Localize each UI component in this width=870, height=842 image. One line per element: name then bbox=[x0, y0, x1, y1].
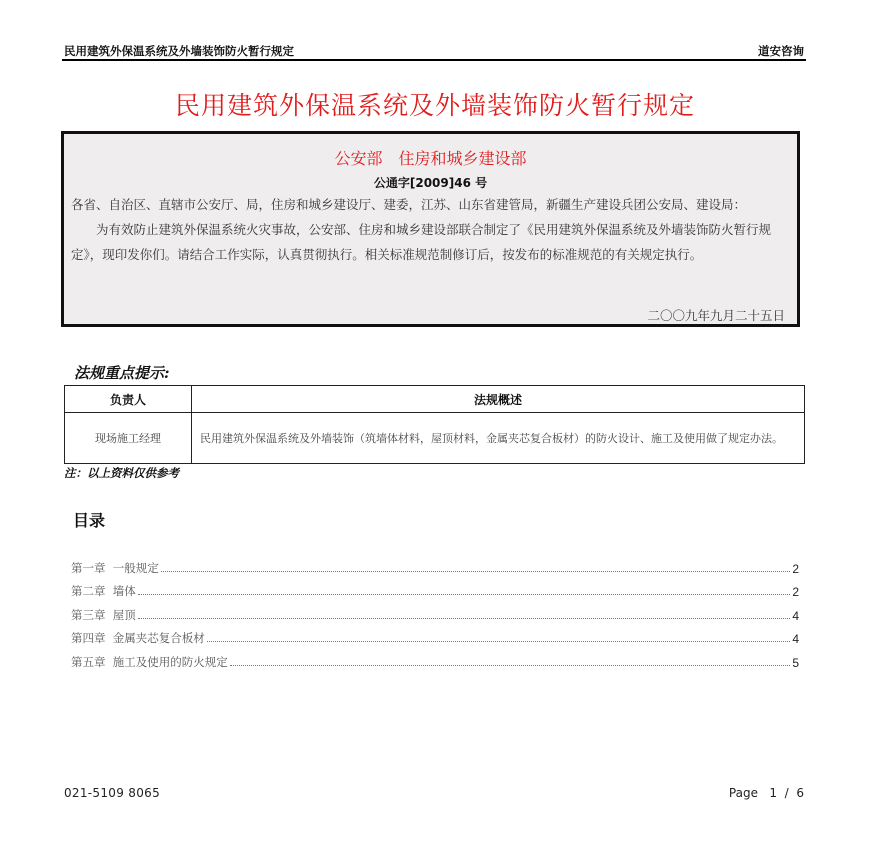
footer-phone: 021-5109 8065 bbox=[64, 786, 161, 800]
toc-item[interactable] bbox=[71, 599, 799, 623]
table-row bbox=[65, 413, 805, 464]
key-points-table bbox=[64, 385, 805, 464]
toc-item[interactable] bbox=[71, 623, 799, 647]
running-header-title: 民用建筑外保温系统及外墙装饰防火暂行规定 bbox=[64, 44, 294, 58]
document-title: 民用建筑外保温系统及外墙装饰防火暂行规定 bbox=[174, 91, 695, 120]
footer-page-number: Page 1 / 6 bbox=[728, 786, 804, 800]
toc-leader-dots bbox=[138, 594, 791, 595]
table-header-row bbox=[65, 386, 805, 413]
toc-item[interactable] bbox=[71, 552, 799, 576]
notice-body bbox=[71, 192, 790, 267]
toc-leader-dots bbox=[230, 665, 791, 666]
document-number: 公通字[2009]46 号 bbox=[373, 176, 488, 190]
running-header-company: 道安咨询 bbox=[758, 44, 804, 58]
column-header-responsible: 负责人 bbox=[65, 386, 192, 413]
cell-responsible: 现场施工经理 bbox=[65, 413, 192, 464]
toc-title: 目录 bbox=[73, 511, 106, 530]
table-of-contents bbox=[71, 552, 799, 670]
toc-item[interactable] bbox=[71, 576, 799, 600]
toc-chapter: 第二章 墙体 bbox=[71, 584, 136, 598]
toc-page-number: 2 bbox=[792, 561, 799, 576]
toc-chapter: 第五章 施工及使用的防火规定 bbox=[71, 654, 228, 669]
reference-note: 注：以上资料仅供参考 bbox=[64, 466, 179, 480]
toc-leader-dots bbox=[161, 571, 791, 572]
cell-summary: 民用建筑外保温系统及外墙装饰（筑墙体材料，屋顶材料，金属夹芯复合板材）的防火设计、施工及使用做了规定办法。 bbox=[192, 413, 805, 464]
toc-page-number: 5 bbox=[792, 655, 799, 670]
toc-item[interactable] bbox=[71, 646, 799, 670]
toc-page-number: 4 bbox=[792, 608, 799, 623]
column-header-summary: 法规概述 bbox=[192, 386, 805, 413]
toc-chapter: 第三章 屋顶 bbox=[71, 607, 136, 622]
header-divider bbox=[62, 59, 806, 61]
notice-date: 二〇〇九年九月二十五日 bbox=[647, 308, 785, 323]
toc-page-number: 4 bbox=[792, 632, 799, 646]
notice-addressees: 各省、自治区、直辖市公安厅、局，住房和城乡建设厅、建委，江苏、山东省建管局，新疆生产建设兵团公安局、建设局： bbox=[71, 197, 747, 212]
notice-paragraph: 为有效防止建筑外保温系统火灾事故，公安部、住房和城乡建设部联合制定了《民用建筑外保温系统及外墙装饰防火暂行规定》，现印发你们。请结合工作实际，认真贯彻执行。相关标准规范制修订后，按发布的标准规范的有关规定执行。 bbox=[71, 222, 772, 262]
toc-page-number: 2 bbox=[792, 585, 799, 599]
toc-chapter: 第四章 金属夹芯复合板材 bbox=[71, 631, 205, 645]
toc-chapter: 第一章 一般规定 bbox=[71, 560, 159, 575]
issuing-departments: 公安部 住房和城乡建设部 bbox=[334, 149, 527, 168]
toc-leader-dots bbox=[207, 641, 791, 642]
toc-leader-dots bbox=[138, 618, 791, 619]
notice-box bbox=[61, 131, 800, 327]
key-points-title: 法规重点提示: bbox=[74, 364, 170, 382]
